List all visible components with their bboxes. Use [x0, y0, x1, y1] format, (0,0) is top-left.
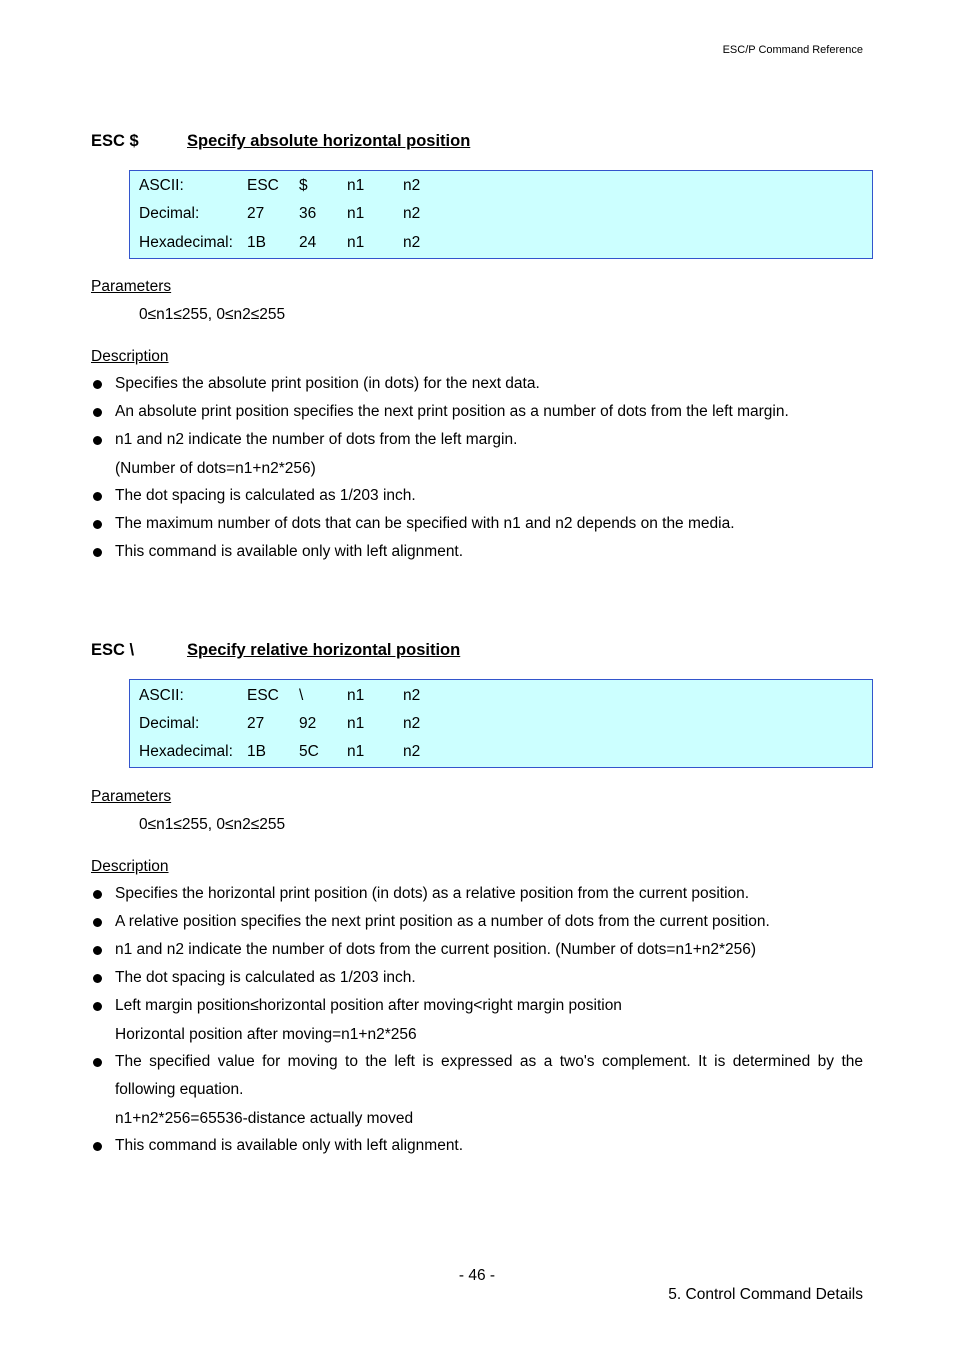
row-label: ASCII: — [139, 687, 184, 704]
code-cell: n2 — [403, 743, 421, 760]
bullet-icon — [93, 408, 102, 417]
command-code: ESC $ — [91, 132, 139, 150]
code-cell: n1 — [347, 177, 365, 194]
section-title-esc-backslash — [91, 641, 460, 660]
bullet-continuation: (Number of dots=n1+n2*256) — [115, 460, 316, 477]
code-cell: n2 — [403, 715, 421, 732]
code-cell: 5C — [299, 743, 319, 760]
code-cell: n1 — [347, 743, 365, 760]
bullet-text: This command is available only with left alignment. — [115, 1137, 464, 1154]
footer-chapter: 5. Control Command Details — [668, 1286, 863, 1303]
bullet-icon — [93, 380, 102, 389]
bullet-continuation: Horizontal position after moving=n1+n2*256 — [115, 1026, 417, 1043]
section-title-esc-dollar — [91, 132, 470, 151]
code-cell: 27 — [247, 205, 265, 222]
bullet-item — [91, 426, 863, 454]
bullet-item — [91, 992, 863, 1020]
code-cell: \ — [299, 687, 304, 704]
bullet-continuation: n1+n2*256=65536-distance actually moved — [115, 1110, 414, 1127]
command-title: Specify relative horizontal position — [187, 641, 461, 659]
row-label: Decimal: — [139, 205, 200, 222]
description-heading: Description — [91, 348, 169, 365]
bullet-icon — [93, 1142, 102, 1151]
parameters-heading: Parameters — [91, 278, 172, 295]
bullet-icon — [93, 918, 102, 927]
parameters-text: 0≤n1≤255, 0≤n2≤255 — [139, 816, 286, 833]
code-cell: n1 — [347, 715, 365, 732]
bullet-text: A relative position specifies the next print position as a number of dots from the current position. — [115, 913, 770, 930]
bullet-item — [91, 880, 863, 908]
description-heading: Description — [91, 858, 169, 875]
bullet-icon — [93, 492, 102, 501]
command-code: ESC \ — [91, 641, 135, 659]
bullet-icon — [93, 1058, 102, 1067]
bullet-item — [91, 370, 863, 398]
code-cell: n2 — [403, 205, 421, 222]
bullet-icon — [93, 946, 102, 955]
code-cell: n2 — [403, 687, 421, 704]
bullet-text: The maximum number of dots that can be specified with n1 and n2 depends on the media. — [115, 515, 735, 532]
row-label: ASCII: — [139, 177, 184, 194]
bullet-icon — [93, 548, 102, 557]
code-cell: n2 — [403, 234, 421, 251]
command-code-box — [129, 679, 873, 768]
header-reference: ESC/P Command Reference — [722, 44, 863, 56]
command-code-box — [129, 170, 873, 259]
bullet-text: n1 and n2 indicate the number of dots from the left margin. — [115, 431, 518, 448]
bullet-icon — [93, 890, 102, 899]
code-cell: ESC — [247, 177, 279, 194]
bullet-text: The specified value for moving to the left is expressed as a two's complement. It is determined by the following equation. — [115, 1053, 863, 1098]
bullet-icon — [93, 1002, 102, 1011]
code-cell: 36 — [299, 205, 317, 222]
bullet-text: Specifies the horizontal print position (in dots) as a relative position from the current position. — [115, 885, 750, 902]
code-cell: ESC — [247, 687, 279, 704]
code-cell: 1B — [247, 234, 266, 251]
code-cell: 1B — [247, 743, 266, 760]
row-label: Hexadecimal: — [139, 234, 233, 251]
bullet-item — [91, 1132, 863, 1160]
code-cell: n1 — [347, 234, 365, 251]
bullet-text: Specifies the absolute print position (in dots) for the next data. — [115, 375, 540, 392]
code-cell: 24 — [299, 234, 317, 251]
bullet-icon — [93, 974, 102, 983]
code-cell: 92 — [299, 715, 317, 732]
command-title: Specify absolute horizontal position — [187, 132, 471, 150]
code-cell: n1 — [347, 205, 365, 222]
bullet-text: Left margin position≤horizontal position after moving<right margin position — [115, 997, 622, 1014]
row-label: Decimal: — [139, 715, 200, 732]
bullet-item — [91, 482, 863, 510]
bullet-item — [91, 936, 863, 964]
bullet-item — [91, 1048, 863, 1104]
parameters-text: 0≤n1≤255, 0≤n2≤255 — [139, 306, 286, 323]
bullet-item — [91, 908, 863, 936]
bullet-text: The dot spacing is calculated as 1/203 inch. — [115, 969, 416, 986]
row-label: Hexadecimal: — [139, 743, 233, 760]
bullet-icon — [93, 520, 102, 529]
page-number: - 46 - — [458, 1267, 496, 1284]
code-cell: n1 — [347, 687, 365, 704]
bullet-icon — [93, 436, 102, 445]
parameters-heading: Parameters — [91, 788, 172, 805]
bullet-text: The dot spacing is calculated as 1/203 inch. — [115, 487, 416, 504]
bullet-item — [91, 398, 863, 426]
bullet-item — [91, 538, 863, 566]
bullet-item — [91, 510, 863, 538]
bullet-text: This command is available only with left alignment. — [115, 543, 464, 560]
bullet-text: n1 and n2 indicate the number of dots from the current position. (Number of dots=n1+n2*256) — [115, 941, 757, 958]
code-cell: 27 — [247, 715, 265, 732]
bullet-item — [91, 964, 863, 992]
bullet-text: An absolute print position specifies the next print position as a number of dots from the left margin. — [115, 403, 789, 420]
code-cell: $ — [299, 177, 308, 194]
code-cell: n2 — [403, 177, 421, 194]
